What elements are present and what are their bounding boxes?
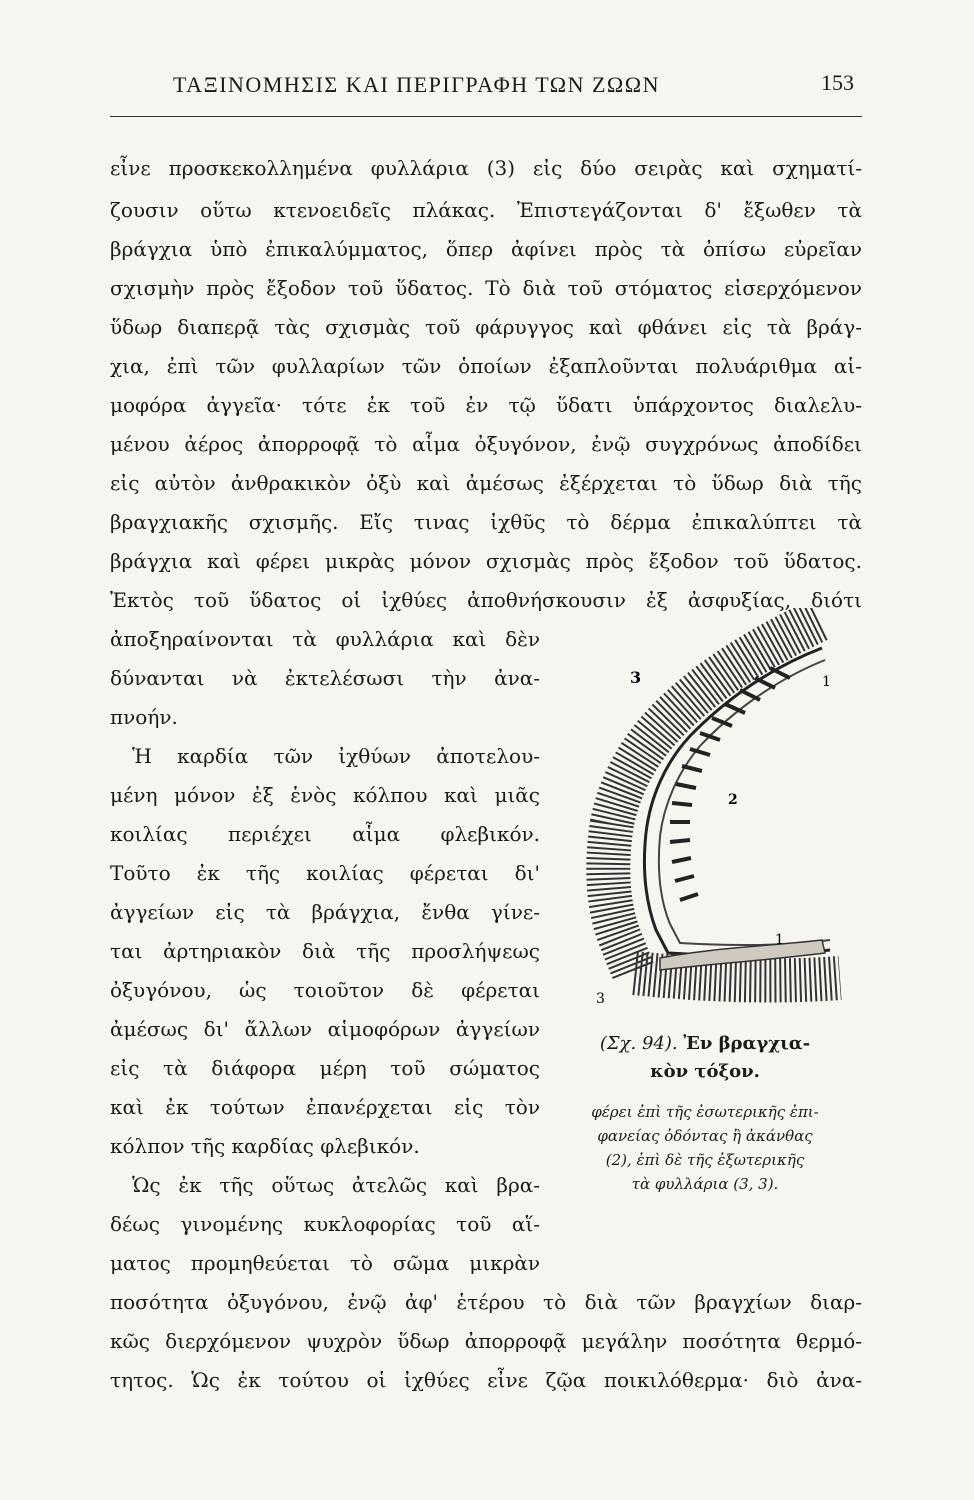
caption-title-part: κὸν τόξον. bbox=[650, 1061, 760, 1082]
text-line: δέως γινομένης κυκλοφορίας τοῦ αἵ- bbox=[110, 1212, 540, 1236]
text-line: ἀμέσως δι' ἄλλων αἱμοφόρων ἀγγείων bbox=[110, 1017, 540, 1041]
text-line: καὶ ἐκ τούτων ἐπανέρχεται εἰς τὸν bbox=[110, 1095, 540, 1119]
figure-label: 3 bbox=[596, 991, 605, 1007]
text-line: μένου ἀέρος ἀπορροφᾷ τὸ αἷμα ὀξυγόνον, ἐνῷ συγχρόνως ἀποδίδει bbox=[110, 432, 862, 456]
text-line: εἰς αὐτὸν ἀνθρακικὸν ὀξὺ καὶ ἀμέσως ἐξέρχεται τὸ ὕδωρ διὰ τῆς bbox=[110, 471, 862, 495]
caption-desc-line: (2), ἐπὶ δὲ τῆς ἐξωτερικῆς bbox=[605, 1151, 805, 1169]
figure-reference: (Σχ. 94). bbox=[599, 1033, 678, 1054]
text-line: Τοῦτο ἐκ τῆς κοιλίας φέρεται δι' bbox=[110, 861, 540, 885]
gill-arch-teeth bbox=[670, 668, 790, 900]
figure-label: 2 bbox=[728, 792, 738, 808]
text-line: Ἡ καρδία τῶν ἰχθύων ἀποτελου- bbox=[132, 744, 540, 768]
text-line: πνοήν. bbox=[110, 705, 178, 729]
text-line: τητος. Ὡς ἐκ τούτου οἱ ἰχθύες εἶνε ζῷα ποικιλόθερμα· διὸ ἀνα- bbox=[110, 1368, 862, 1392]
caption-desc-line: φέρει ἐπὶ τῆς ἐσωτερικῆς ἐπι- bbox=[591, 1103, 819, 1121]
caption-desc-line: τὰ φυλλάρια (3, 3). bbox=[631, 1175, 779, 1193]
figure-label: 1 bbox=[775, 932, 784, 948]
gill-arch-figure bbox=[560, 608, 860, 1018]
text-line: σχισμὴν πρὸς ἔξοδον τοῦ ὕδατος. Τὸ διὰ τοῦ στόματος εἰσερχόμενον bbox=[110, 276, 862, 300]
text-line: ὀξυγόνου, ὡς τοιοῦτον δὲ φέρεται bbox=[110, 978, 540, 1002]
caption-title-part: Ἐν βραγχια- bbox=[683, 1033, 811, 1054]
text-line: κόλπον τῆς καρδίας φλεβικόν. bbox=[110, 1134, 420, 1158]
running-header bbox=[110, 66, 862, 117]
text-line: μοφόρα ἀγγεῖα· τότε ἐκ τοῦ ἐν τῷ ὕδατι ὑπάρχοντος διαλελυ- bbox=[110, 393, 862, 417]
text-line: κῶς διερχόμενον ψυχρὸν ὕδωρ ἀπορροφᾷ μεγάλην ποσότητα θερμό- bbox=[110, 1329, 862, 1353]
text-line: ται ἀρτηριακὸν διὰ τῆς προσλήψεως bbox=[110, 939, 540, 963]
figure-caption-title bbox=[550, 1032, 860, 1056]
gill-arch-outer-filaments bbox=[608, 620, 840, 980]
text-line: βράγχια καὶ φέρει μικρὰς μόνον σχισμὰς πρὸς ἔξοδον τοῦ ὕδατος. bbox=[110, 549, 862, 573]
text-line: δύνανται νὰ ἐκτελέσωσι τὴν ἀνα- bbox=[110, 666, 540, 690]
text-line: ποσότητα ὀξυγόνου, ἐνῷ ἀφ' ἑτέρου τὸ διὰ τῶν βραγχίων διαρ- bbox=[110, 1290, 862, 1314]
figure-label: 1 bbox=[822, 674, 831, 690]
text-line: εἶνε προσκεκολλημένα φυλλάρια (3) εἰς δύο σειρὰς καὶ σχηματί- bbox=[110, 156, 862, 180]
page-number: 153 bbox=[821, 70, 854, 95]
text-line: ἀποξηραίνονται τὰ φυλλάρια καὶ δὲν bbox=[110, 627, 540, 651]
text-line: ἀγγείων εἰς τὰ βράγχια, ἔνθα γίνε- bbox=[110, 900, 540, 924]
running-title: ΤΑΞΙΝΟΜΗΣΙΣ ΚΑΙ ΠΕΡΙΓΡΑΦΗ ΤΩΝ ΖΩΩΝ bbox=[173, 72, 661, 97]
text-line: μένη μόνον ἐξ ἑνὸς κόλπου καὶ μιᾶς bbox=[110, 783, 540, 807]
text-line: Ἐκτὸς τοῦ ὕδατος οἱ ἰχθύες ἀποθνήσκουσιν ἐξ ἀσφυξίας, διότι bbox=[110, 588, 862, 612]
text-line: βραγχιακῆς σχισμῆς. Εἴς τινας ἰχθῦς τὸ δέρμα ἐπικαλύπτει τὰ bbox=[110, 510, 862, 534]
text-line: κοιλίας περιέχει αἷμα φλεβικόν. bbox=[110, 822, 540, 846]
text-line: εἰς τὰ διάφορα μέρη τοῦ σώματος bbox=[110, 1056, 540, 1080]
figure-label: 3 bbox=[630, 668, 642, 687]
text-line: ὕδωρ διαπερᾷ τὰς σχισμὰς τοῦ φάρυγγος καὶ φθάνει εἰς τὰ βράγ- bbox=[110, 315, 862, 339]
text-line: βράγχια ὑπὸ ἐπικαλύμματος, ὅπερ ἀφίνει πρὸς τὰ ὀπίσω εὐρεῖαν bbox=[110, 237, 862, 261]
caption-desc-line: φανείας ὀδόντας ἢ ἀκάνθας bbox=[597, 1127, 813, 1145]
text-line: χια, ἐπὶ τῶν φυλλαρίων τῶν ὁποίων ἐξαπλοῦνται πολυάριθμα αἱ- bbox=[110, 354, 862, 378]
text-line: ζουσιν οὕτω κτενοειδεῖς πλάκας. Ἐπιστεγάζονται δ' ἔξωθεν τὰ bbox=[110, 198, 862, 222]
text-line: Ὡς ἐκ τῆς οὕτως ἀτελῶς καὶ βρα- bbox=[132, 1173, 540, 1197]
text-line: ματος προμηθεύεται τὸ σῶμα μικρὰν bbox=[110, 1251, 540, 1275]
